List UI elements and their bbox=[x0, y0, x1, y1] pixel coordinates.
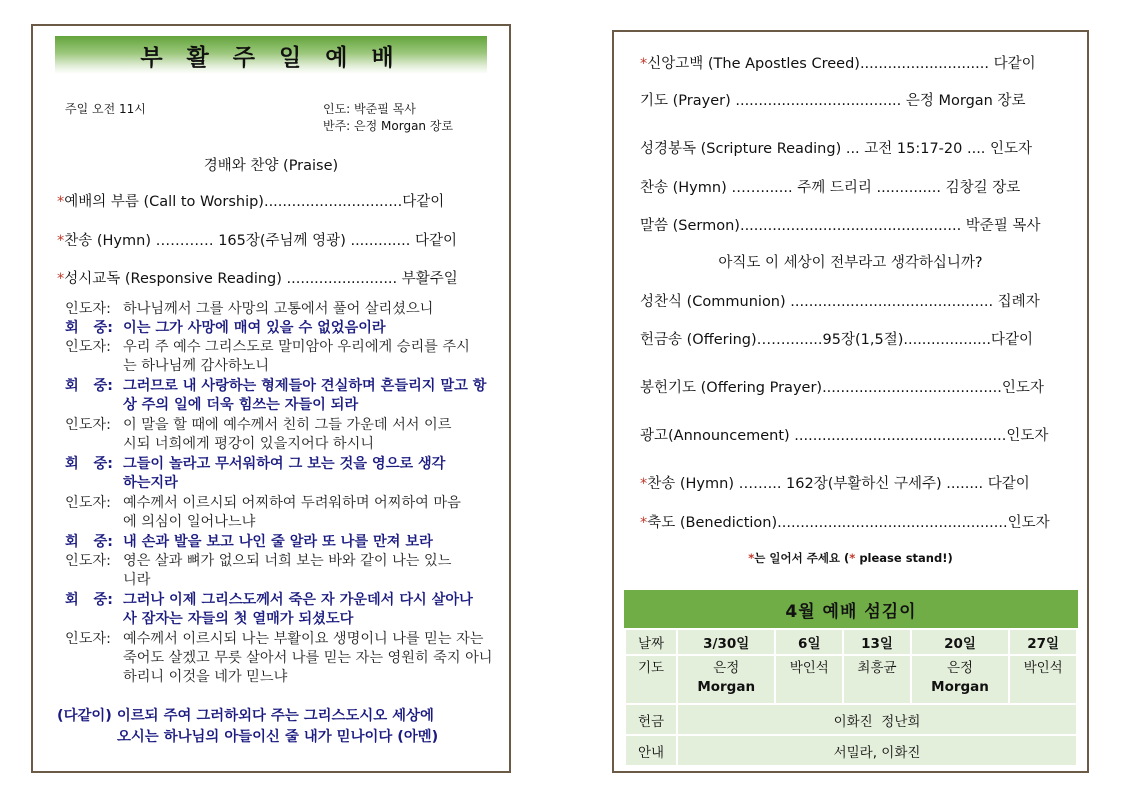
leader-line: 인도자: 우리 주 예수 그리스도로 말미암아 우리에게 승리를 주시는 하나님께 감사하노니 bbox=[65, 339, 470, 374]
offering-prayer-item: 봉헌기도 (Offering Prayer).......................................인도자 bbox=[640, 380, 1044, 396]
confession bbox=[57, 706, 493, 748]
communion-item: 성찬식 (Communion) ............................................ 집례자 bbox=[640, 294, 1040, 310]
stand-marker: * bbox=[640, 515, 648, 531]
responsive-reading-text: 성시교독 (Responsive Reading) ........................ 부활주일 bbox=[64, 271, 458, 287]
stand-marker: * bbox=[640, 56, 648, 72]
congregation-line: 회 중: 내 손과 발을 보고 나인 줄 알라 또 나를 만져 보라 bbox=[65, 534, 433, 550]
offering-label: 헌금 bbox=[625, 704, 677, 735]
date-cell: 13일 bbox=[843, 629, 911, 655]
table-row-offering bbox=[625, 704, 1077, 735]
prayer-cell: 은정 Morgan bbox=[911, 655, 1009, 704]
usher-cell: 서밀라, 이화진 bbox=[677, 735, 1077, 766]
hymn-item: 찬송 (Hymn) ……....... 주께 드리리 .............. 김창길 장로 bbox=[640, 180, 1021, 196]
creed-item bbox=[640, 52, 1036, 73]
opening-hymn-item bbox=[57, 229, 457, 250]
congregation-line: 회 중: 그들이 놀라고 무서워하여 그 보는 것을 영으로 생각하는지라 bbox=[65, 456, 446, 491]
sermon-item: 말씀 (Sermon)................................................ 박준필 목사 bbox=[640, 218, 1041, 234]
service-leader: 인도: 박준필 목사 bbox=[323, 102, 416, 116]
april-schedule bbox=[624, 590, 1078, 767]
sermon-title: 아직도 이 세상이 전부라고 생각하십니까? bbox=[718, 255, 983, 271]
congregation-line: 회 중: 그러므로 내 사랑하는 형제들아 견실하며 흔들리지 말고 항상 주의 일에 더욱 힘쓰는 자들이 되라 bbox=[65, 378, 487, 413]
benediction-text: 축도 (Benediction)..................................................인도자 bbox=[647, 515, 1050, 531]
creed-text: 신앙고백 (The Apostles Creed)............................ 다같이 bbox=[647, 56, 1036, 72]
announcement-item: 광고(Announcement) ..............................................인도자 bbox=[640, 428, 1049, 444]
prayer-cell: 박인석 bbox=[775, 655, 843, 704]
call-to-worship-item bbox=[57, 190, 444, 211]
left-bulletin-panel bbox=[31, 24, 511, 773]
table-row-usher bbox=[625, 735, 1077, 766]
table-row-prayer bbox=[625, 655, 1077, 704]
service-title: 부 활 주 일 예 배 bbox=[55, 36, 487, 74]
service-accompanist: 반주: 은정 Morgan 장로 bbox=[323, 119, 454, 133]
confession-line-1: (다같이) 이르되 주여 그러하외다 주는 그리스도시오 세상에 bbox=[57, 708, 434, 724]
usher-label: 안내 bbox=[625, 735, 677, 766]
schedule-table bbox=[624, 628, 1078, 767]
closing-hymn-item bbox=[640, 472, 1030, 493]
responsive-reading-item bbox=[57, 267, 458, 288]
leader-line: 인도자: 이 말을 할 때에 예수께서 친히 그들 가운데 서서 이르시되 너희에게 평강이 있을지어다 하시니 bbox=[65, 417, 452, 452]
date-cell: 3/30일 bbox=[677, 629, 775, 655]
congregation-line: 회 중: 이는 그가 사망에 매여 있을 수 없었음이라 bbox=[65, 320, 386, 336]
stand-marker: * bbox=[57, 233, 65, 249]
date-label: 날짜 bbox=[625, 629, 677, 655]
opening-hymn-text: 찬송 (Hymn) ………… 165장(주님께 영광) ............. 다같이 bbox=[64, 233, 458, 249]
leader-line: 인도자: 예수께서 이르시되 나는 부활이요 생명이니 나를 믿는 자는 죽어도 살겠고 무릇 살아서 나를 믿는 자는 영원히 죽지 아니하리니 이것을 네가 믿느냐 bbox=[65, 631, 493, 685]
table-row-dates bbox=[625, 629, 1077, 655]
closing-hymn-text: 찬송 (Hymn) ……... 162장(부활하신 구세주) ........ 다같이 bbox=[647, 476, 1030, 492]
confession-line-2: 오시는 하나님의 아들이신 줄 내가 믿나이다 (아멘) bbox=[117, 729, 439, 745]
offering-item: 헌금송 (Offering)……........95장(1,5절)...................다같이 bbox=[640, 332, 1033, 348]
stand-marker: * bbox=[640, 476, 648, 492]
scripture-item: 성경봉독 (Scripture Reading) ... 고전 15:17-20 .... 인도자 bbox=[640, 141, 1033, 157]
leader-line: 인도자: 예수께서 이르시되 어찌하여 두려워하며 어찌하여 마음에 의심이 일어나느냐 bbox=[65, 495, 461, 530]
schedule-title: 4월 예배 섬김이 bbox=[624, 590, 1078, 628]
leader-line: 인도자: 영은 살과 뼈가 없으되 너희 보는 바와 같이 나는 있느니라 bbox=[65, 553, 452, 588]
prayer-cell: 박인석 bbox=[1009, 655, 1077, 704]
stand-marker: * bbox=[57, 194, 65, 210]
prayer-item: 기도 (Prayer) .................................... 은정 Morgan 장로 bbox=[640, 93, 1026, 109]
date-cell: 20일 bbox=[911, 629, 1009, 655]
right-bulletin-panel bbox=[612, 30, 1089, 773]
date-cell: 6일 bbox=[775, 629, 843, 655]
leader-line: 인도자: 하나님께서 그를 사망의 고통에서 풀어 살리셨으니 bbox=[65, 301, 434, 317]
benediction-item bbox=[640, 511, 1050, 532]
date-cell: 27일 bbox=[1009, 629, 1077, 655]
prayer-cell: 최흥균 bbox=[843, 655, 911, 704]
stand-marker: * bbox=[57, 271, 65, 287]
prayer-cell: 은정 Morgan bbox=[677, 655, 775, 704]
call-to-worship-text: 예배의 부름 (Call to Worship)..............................다같이 bbox=[64, 194, 445, 210]
prayer-label: 기도 bbox=[625, 655, 677, 704]
service-time: 주일 오전 11시 bbox=[65, 102, 146, 116]
stand-note: *는 일어서 주세요 (* please stand!) bbox=[748, 551, 953, 565]
offering-cell: 이화진 정난희 bbox=[677, 704, 1077, 735]
praise-heading: 경배와 찬양 (Praise) bbox=[203, 158, 339, 174]
congregation-line: 회 중: 그러나 이제 그리스도께서 죽은 자 가운데서 다시 살아나사 잠자는 자들의 첫 열매가 되셨도다 bbox=[65, 592, 473, 627]
